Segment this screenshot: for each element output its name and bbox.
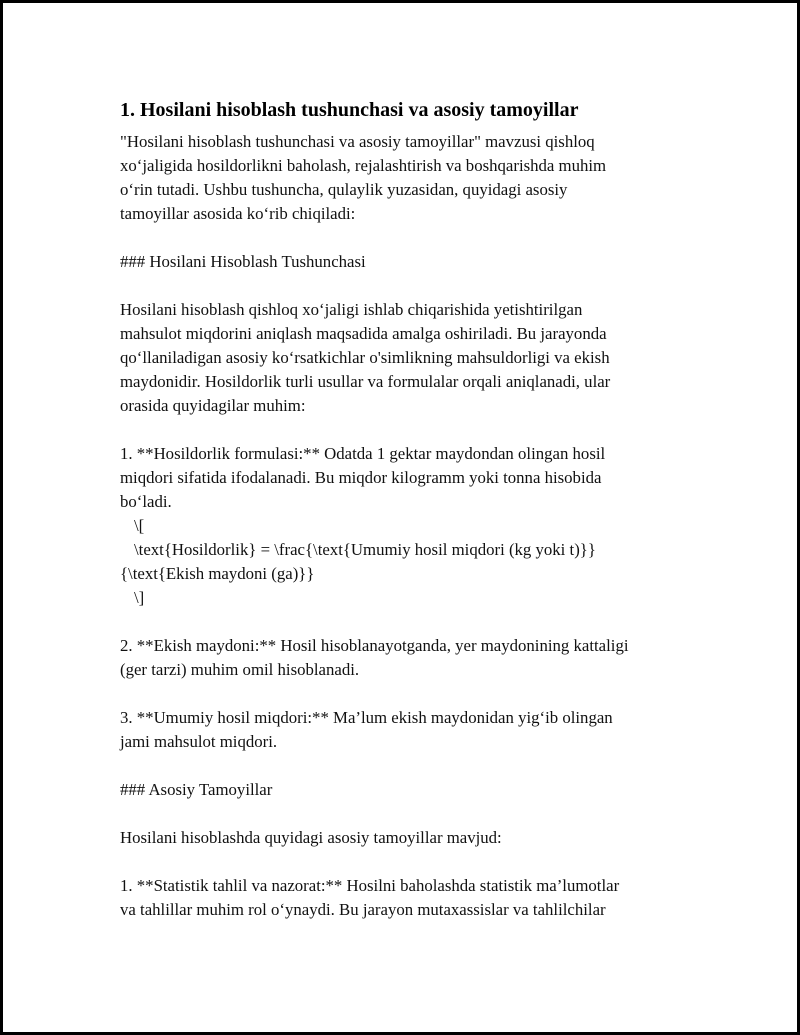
text-line: bo‘ladi. — [120, 492, 172, 511]
text-line: Hosilani hisoblash qishloq xo‘jaligi ishlab chiqarishida yetishtirilgan — [120, 300, 583, 319]
intro-paragraph — [120, 130, 690, 226]
text-line: 1. **Hosildorlik formulasi:** Odatda 1 gektar maydondan olingan hosil — [120, 444, 606, 463]
text-line: va tahlillar muhim rol o‘ynaydi. Bu jarayon mutaxassislar va tahlilchilar — [120, 900, 606, 919]
text-line: miqdori sifatida ifodalanadi. Bu miqdor kilogramm yoki tonna hisobida — [120, 468, 602, 487]
text-line: 3. **Umumiy hosil miqdori:** Ma’lum ekish maydonidan yig‘ib olingan — [120, 708, 613, 727]
list-item-total-yield — [120, 706, 690, 754]
page-title: 1. Hosilani hisoblash tushunchasi va asosiy tamoyillar — [120, 99, 579, 121]
text-line: 1. **Statistik tahlil va nazorat:** Hosilni baholashda statistik ma’lumotlar — [120, 876, 620, 895]
principles-paragraph — [120, 826, 690, 850]
text-line: (ger tarzi) muhim omil hisoblanadi. — [120, 660, 360, 679]
formula-line: {\text{Ekish maydoni (ga)}} — [120, 564, 315, 583]
text-line: ### Hosilani Hisoblash Tushunchasi — [120, 252, 366, 271]
section-heading-concept — [120, 250, 690, 274]
text-line: "Hosilani hisoblash tushunchasi va asosiy tamoyillar" mavzusi qishloq — [120, 132, 595, 151]
formula-open: \[ — [134, 516, 145, 535]
text-line: maydonidir. Hosildorlik turli usullar va formulalar orqali aniqlanadi, ular — [120, 372, 611, 391]
text-line: orasida quyidagilar muhim: — [120, 396, 306, 415]
text-line: 2. **Ekish maydoni:** Hosil hisoblanayotganda, yer maydonining kattaligi — [120, 636, 629, 655]
list-item-planting-area — [120, 634, 690, 682]
document-content — [120, 96, 690, 946]
formula-line: \text{Hosildorlik} = \frac{\text{Umumiy hosil miqdori (kg yoki t)}} — [134, 540, 596, 559]
text-line: qo‘llaniladigan asosiy ko‘rsatkichlar o'simlikning mahsuldorligi va ekish — [120, 348, 610, 367]
formula-close: \] — [134, 588, 145, 607]
text-line: tamoyillar asosida ko‘rib chiqiladi: — [120, 204, 356, 223]
text-line: o‘rin tutadi. Ushbu tushuncha, qulaylik yuzasidan, quyidagi asosiy — [120, 180, 568, 199]
text-line: xo‘jaligida hosildorlikni baholash, rejalashtirish va boshqarishda muhim — [120, 156, 607, 175]
text-line: ### Asosiy Tamoyillar — [120, 780, 273, 799]
text-line: Hosilani hisoblashda quyidagi asosiy tamoyillar mavjud: — [120, 828, 502, 847]
text-line: jami mahsulot miqdori. — [120, 732, 278, 751]
concept-paragraph — [120, 298, 690, 418]
text-line: mahsulot miqdorini aniqlash maqsadida amalga oshiriladi. Bu jarayonda — [120, 324, 607, 343]
list-item-statistical-analysis — [120, 874, 690, 922]
section-heading-principles — [120, 778, 690, 802]
list-item-yield-formula — [120, 442, 690, 610]
